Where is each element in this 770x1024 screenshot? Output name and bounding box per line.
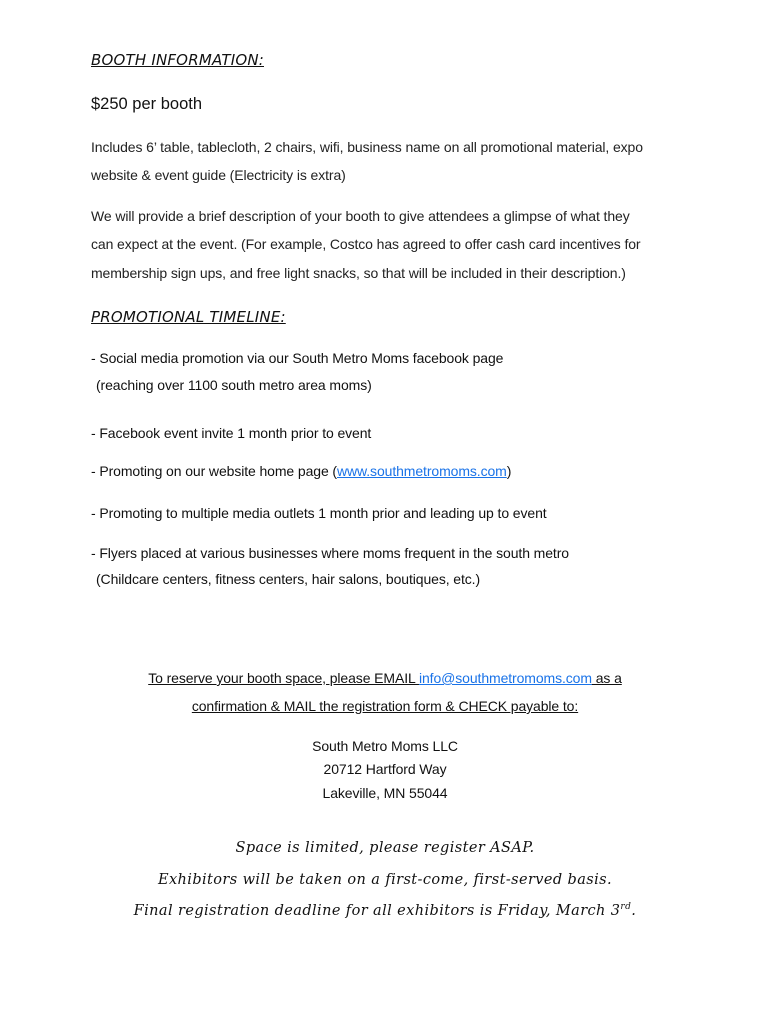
timeline-item-flyers-line-1: - Flyers placed at various businesses where moms frequent in the south metro — [91, 545, 569, 561]
email-link[interactable]: info@southmetromoms.com — [418, 670, 592, 686]
closing-line-3-suffix: . — [631, 903, 637, 919]
closing-line-3-superscript: rd — [620, 902, 632, 913]
reserve-line-1 — [0, 670, 770, 686]
timeline-item-website-prefix: - Promoting on our website home page ( — [91, 463, 337, 479]
booth-price: $250 per booth — [91, 95, 203, 113]
description-text-line-1: We will provide a brief description of your booth to give attendees a glimpse of what they — [91, 208, 630, 224]
includes-text-line-1: Includes 6’ table, tablecloth, 2 chairs, wifi, business name on all promotional material, expo — [91, 139, 643, 155]
closing-line-3-prefix: Final registration deadline for all exhibitors is Friday, March 3 — [133, 903, 621, 919]
closing-line-1: Space is limited, please register ASAP. — [235, 840, 535, 856]
closing-line-3 — [0, 903, 770, 919]
address-city: Lakeville, MN 55044 — [322, 785, 448, 801]
timeline-item-website-suffix: ) — [506, 463, 512, 479]
timeline-item-facebook-event: - Facebook event invite 1 month prior to event — [91, 425, 372, 441]
timeline-item-website — [91, 463, 511, 479]
website-link[interactable]: www.southmetromoms.com — [337, 463, 507, 479]
reserve-line-1-suffix: as a — [591, 670, 622, 686]
timeline-item-flyers-line-2: (Childcare centers, fitness centers, hair salons, boutiques, etc.) — [96, 571, 481, 587]
address-name: South Metro Moms LLC — [312, 738, 458, 754]
promotional-timeline-heading: PROMOTIONAL TIMELINE: — [91, 308, 286, 326]
timeline-item-social-line-1: - Social media promotion via our South Metro Moms facebook page — [91, 350, 504, 366]
address-street: 20712 Hartford Way — [323, 761, 447, 777]
closing-line-2: Exhibitors will be taken on a first-come, first-served basis. — [158, 872, 612, 888]
description-text-line-2: can expect at the event. (For example, Costco has agreed to offer cash card incentives for — [91, 236, 641, 252]
description-text-line-3: membership sign ups, and free light snacks, so that will be included in their description.) — [91, 265, 626, 281]
timeline-item-media-outlets: - Promoting to multiple media outlets 1 month prior and leading up to event — [91, 505, 547, 521]
booth-information-heading: BOOTH INFORMATION: — [91, 51, 264, 69]
includes-text-line-2: website & event guide (Electricity is extra) — [91, 167, 346, 183]
timeline-item-social-line-2: (reaching over 1100 south metro area moms) — [96, 377, 372, 393]
reserve-line-2: confirmation & MAIL the registration form & CHECK payable to: — [191, 698, 579, 714]
reserve-line-1-prefix: To reserve your booth space, please EMAIL — [148, 670, 419, 686]
